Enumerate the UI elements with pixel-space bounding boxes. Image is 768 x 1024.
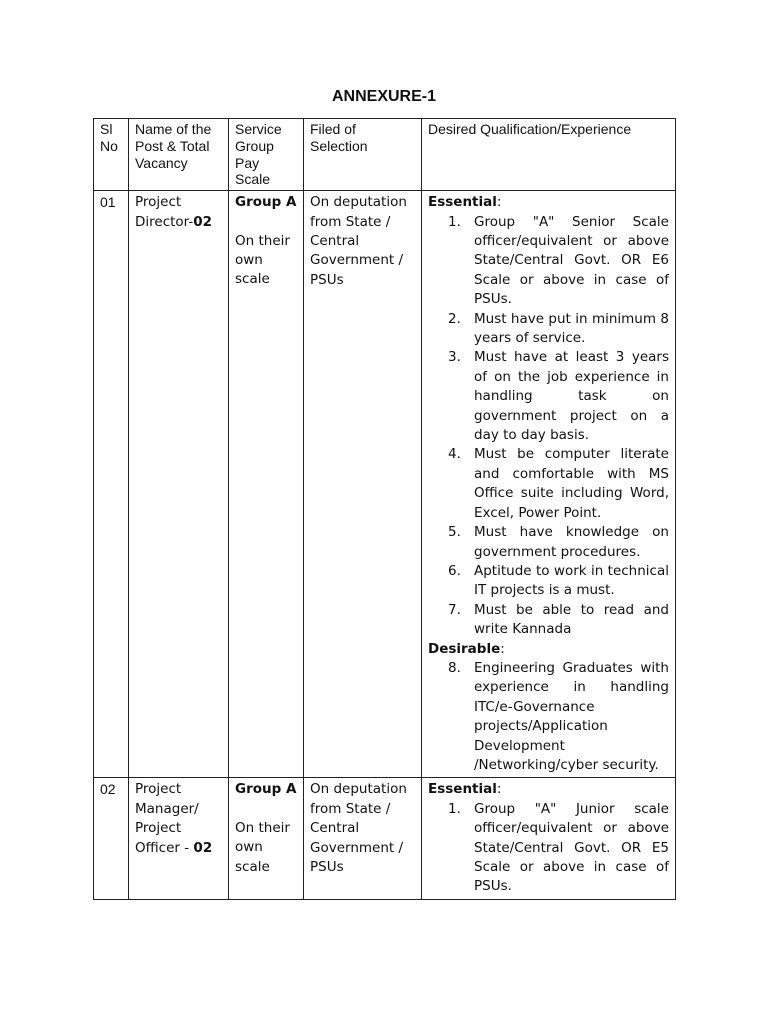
item-text: Must be computer literate and comfortable with MS Office suite including Word, Excel, Power Point. [474, 446, 669, 521]
post-name-text: Project Director- [135, 194, 194, 230]
group-label: Group A [235, 781, 297, 798]
table-header-row [94, 119, 676, 191]
header-service-group: Service Group Pay Scale [229, 119, 304, 191]
pay-scale: On their own scale [235, 819, 290, 875]
qualification-item [428, 659, 669, 775]
item-text: Must have knowledge on government procedures. [474, 524, 669, 560]
row-sl-no: 02 [94, 778, 129, 899]
header-field-of-selection: Filed of Selection [304, 119, 422, 191]
table-row [94, 778, 676, 899]
qualification-item [428, 523, 669, 562]
row-sl-no: 01 [94, 191, 129, 778]
item-text: Engineering Graduates with experience in handling ITC/e-Governance projects/Application Development /Networking/cyber security. [474, 659, 669, 773]
item-text: Group "A" Junior scale officer/equivalent or above State/Central Govt. OR E5 Scale or above in case of PSUs. [474, 800, 669, 895]
qualification-item [428, 445, 669, 523]
item-number: 1. [448, 800, 461, 817]
row-service-group [229, 191, 304, 778]
row-service-group [229, 778, 304, 899]
essential-heading: Essential: [428, 194, 502, 211]
essential-list [428, 213, 669, 640]
item-number: 6. [448, 562, 461, 579]
pay-scale: On their own scale [235, 232, 290, 288]
item-text: Aptitude to work in technical IT projects is a must. [474, 562, 669, 599]
post-name-text: Project Manager/ Project Officer - [135, 781, 199, 856]
qualification-item [428, 562, 669, 601]
qualification-item [428, 800, 669, 897]
row-post-name [129, 191, 229, 778]
post-count: 02 [193, 213, 213, 230]
row-selection: On deputation from State / Central Government / PSUs [304, 778, 422, 899]
row-qualification [422, 191, 676, 778]
essential-heading: Essential: [428, 781, 502, 798]
post-count: 02 [193, 839, 213, 856]
item-number: 2. [448, 310, 461, 327]
item-text: Must be able to read and write Kannada [474, 601, 669, 638]
qualification-item [428, 601, 669, 640]
qualification-item [428, 310, 669, 349]
item-number: 3. [448, 349, 461, 366]
row-selection: On deputation from State / Central Government / PSUs [304, 191, 422, 778]
item-number: 7. [448, 601, 461, 618]
header-sl-no: Sl No [94, 119, 129, 191]
table-row [94, 191, 676, 778]
item-text: Must have put in minimum 8 years of service. [474, 310, 669, 347]
vacancy-table [93, 118, 676, 900]
desirable-heading: Desirable: [428, 640, 505, 657]
item-number: 8. [448, 659, 461, 676]
item-number: 5. [448, 524, 461, 541]
qualification-item [428, 348, 669, 445]
essential-list [428, 800, 669, 897]
item-text: Group "A" Senior Scale officer/equivalent or above State/Central Govt. OR E6 Scale or above in case of PSUs. [474, 213, 669, 308]
group-label: Group A [235, 194, 297, 211]
item-text: Must have at least 3 years of on the job experience in handling task on government project on a day to day basis. [474, 349, 669, 444]
qualification-item [428, 213, 669, 310]
item-number: 4. [448, 446, 461, 463]
header-post-name: Name of the Post & Total Vacancy [129, 119, 229, 191]
row-qualification [422, 778, 676, 899]
document-title: ANNEXURE-1 [331, 88, 436, 105]
row-post-name [129, 778, 229, 899]
desirable-list [428, 659, 669, 775]
item-number: 1. [448, 213, 461, 230]
header-qualification: Desired Qualification/Experience [422, 119, 676, 191]
